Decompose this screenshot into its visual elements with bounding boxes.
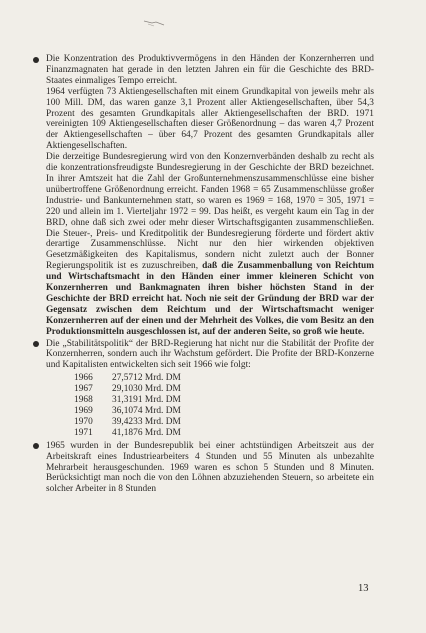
profits-table [74, 373, 181, 438]
value-cell: 29,1030 Mrd. DM [112, 384, 181, 395]
paragraph-working-time: 1965 wurden in der Bundesrepublik bei einer achtstündigen Arbeitszeit aus der Arbeitskraft eines Industriearbeiters 4 Stunden und 55 Minuten als unbezahlte Mehrarbeit herausgeschunden. 1969 waren es schon 5 Stunden und 8 Minuten. Berücksichtigt man noch die von den Löhnen abzuziehenden Steuern, so arbeitete ein solcher Arbeiter in 8 Stunden [46, 440, 374, 495]
year-cell: 1967 [74, 384, 93, 395]
table-row [74, 406, 181, 417]
year-cell: 1970 [74, 416, 93, 427]
paragraph-federal-government [46, 152, 374, 337]
value-cell: 27,5712 Mrd. DM [112, 373, 181, 384]
bullet-icon [33, 341, 39, 347]
year-cell: 1971 [74, 427, 93, 438]
table-row [74, 395, 181, 406]
year-cell: 1966 [74, 373, 93, 384]
paragraph-federal-government-text: Die derzeitige Bundesregierung wird von den Konzernverbänden deshalb zu recht als die konzentrationsfreudigste Bundesregierung in der Geschichte der BRD bezeichnet. In ihrer Amtszeit hat die Zahl der Großunternehmenszusammenschlüsse eine bisher unübertroffene Größenordnung erreicht. Fanden 1968 = 65 Zusammenschlüsse großer Industrie- und Bankunternehmen statt, so waren es 1969 = 168, 1970 = 305, 1971 = 220 und allein im 1. Vierteljahr 1972 = 99. Das heißt, es vergeht kaum ein Tag in der BRD, ohne daß sich zwei oder mehr dieser Wirtschaftsgiganten zusammenschließen. Die Steuer-, Preis- und Kreditpolitik der Bundesregierung förderte und fördert aktiv derartige Zusammenschlüsse. Nicht nur den hier wirkenden objektiven Gesetzmäßigkeiten des Kapitalismus, sondern nicht zuletzt auch der Bonner Regierungspolitik ist es zuzuschreiben, [46, 152, 374, 272]
paragraph-stock-companies: 1964 verfügten 73 Aktiengesellschaften mit einem Grundkapital von jeweils mehr als 100 Mill. DM, das waren ganze 3,1 Prozent aller Aktiengesellschaften, über 54,3 Prozent des gesamten Grundkapitals aller Aktiengesellschaften der BRD. 1971 vereinigten 109 Aktiengesellschaften dieser Größenordnung – das waren 4,7 Prozent der Aktiengesellschaften – über 64,7 Prozent des gesamten Grundkapitals aller Aktiengesellschaften. [46, 86, 374, 152]
bullet-item-working-time [46, 441, 374, 496]
body-text [46, 54, 374, 495]
paragraph-emphasis: daß die Zusammenballung von Reichtum und Wirtschaftsmacht in den Händen einer immer kleineren Schicht von Konzernherren und Bankmagnaten ihren bisher höchsten Stand in der Geschichte der BRD erreicht hat. Noch nie seit der Gründung der BRD war der Gegensatz zwischen dem Reichtum und der Wirtschaftsmacht weniger Konzernherren auf der einen und der Mehrheit des Volkes, die vom Besitz an den Produktionsmitteln ausgeschlossen ist, auf der anderen Seite, so groß wie heute. [46, 261, 374, 337]
table-row [74, 428, 181, 439]
table-row [74, 417, 181, 428]
page-number: 13 [358, 583, 369, 594]
table-row [74, 384, 181, 395]
value-cell: 41,1876 Mrd. DM [112, 427, 181, 438]
bullet-icon [33, 443, 39, 449]
value-cell: 39,4233 Mrd. DM [112, 416, 181, 427]
paragraph-stability-policy: Die „Stabilitätspolitik“ der BRD-Regierung hat nicht nur die Stabilität der Profite der Konzernherren, sondern auch ihr Wachstum gefördert. Die Profite der BRD-Konzerne und Kapitalisten entwickelten sich seit 1966 wie folgt: [46, 338, 374, 371]
bullet-icon [33, 57, 39, 63]
value-cell: 36,1074 Mrd. DM [112, 406, 181, 416]
paragraph-concentration: Die Konzentration des Produktivvermögens in den Händen der Konzernherren und Finanzmagnaten hat gerade in den letzten Jahren ein für die Geschichte des BRD-Staates einmaliges Tempo erreicht. [46, 54, 374, 86]
ink-smudge-mark [142, 18, 168, 28]
bullet-item-concentration [46, 54, 374, 338]
value-cell: 31,3191 Mrd. DM [112, 395, 181, 406]
bullet-item-stability-policy [46, 339, 374, 439]
year-cell: 1969 [74, 406, 93, 416]
year-cell: 1968 [74, 395, 93, 406]
table-row [74, 373, 181, 384]
